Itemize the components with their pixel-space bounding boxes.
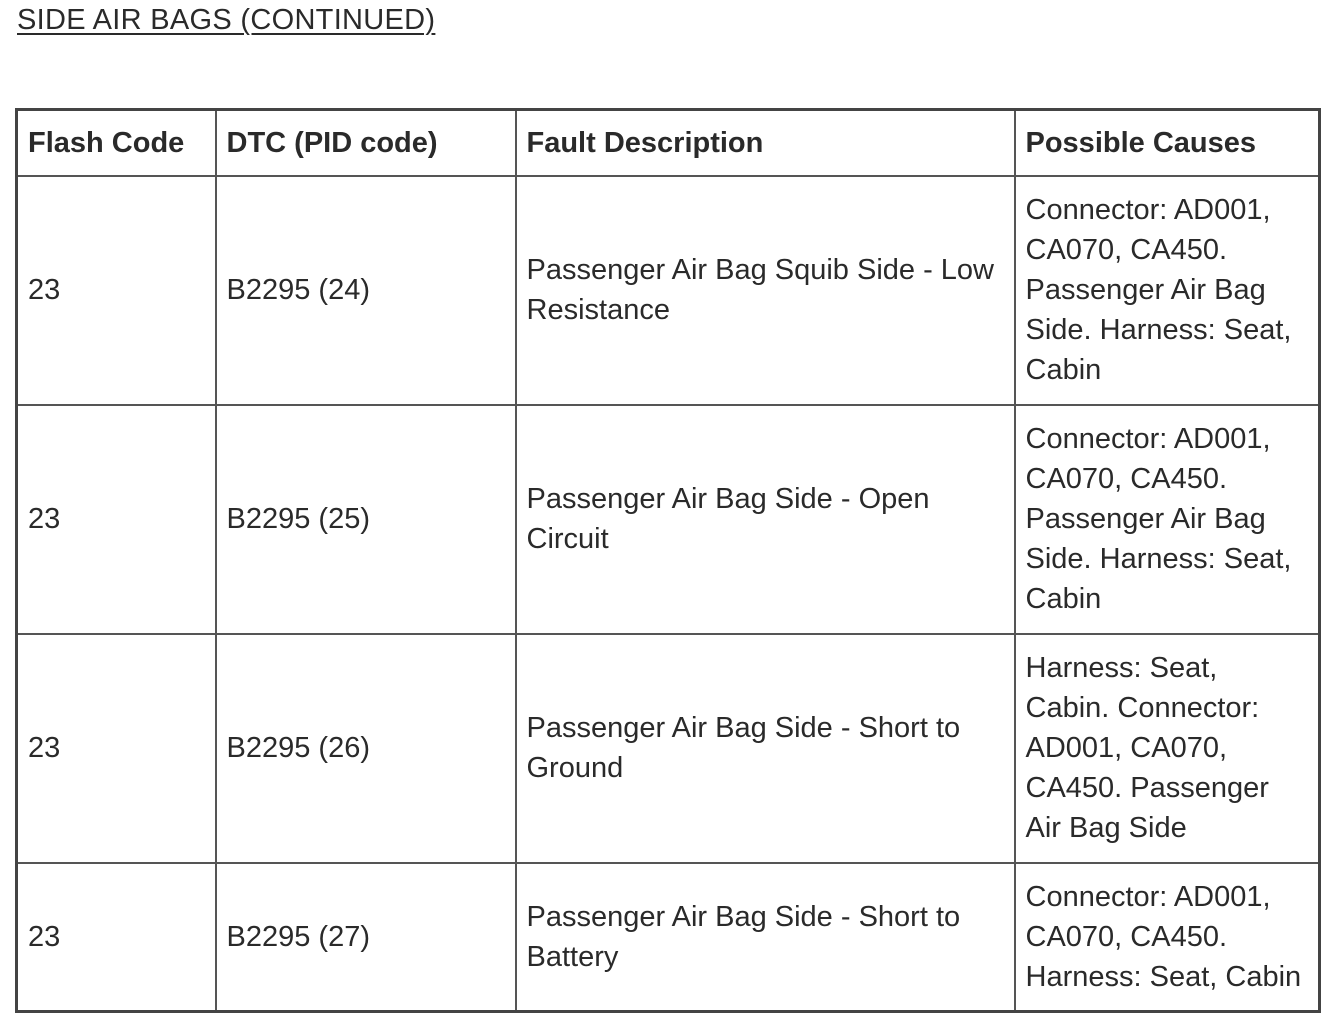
possible-causes-cell: Connector: AD001, CA070, CA450. Passenger Air Bag Side. Harness: Seat, Cabin [1015, 405, 1320, 634]
possible-causes-cell: Harness: Seat, Cabin. Connector: AD001, CA070, CA450. Passenger Air Bag Side [1015, 634, 1320, 863]
header-dtc: DTC (PID code) [216, 110, 516, 176]
dtc-cell: B2295 (26) [216, 634, 516, 863]
header-possible-causes: Possible Causes [1015, 110, 1320, 176]
dtc-cell: B2295 (27) [216, 863, 516, 1012]
dtc-cell: B2295 (25) [216, 405, 516, 634]
possible-causes-cell: Connector: AD001, CA070, CA450. Harness: Seat, Cabin [1015, 863, 1320, 1012]
table-row [17, 176, 1320, 405]
flash-code-cell: 23 [17, 176, 216, 405]
section-heading: SIDE AIR BAGS (CONTINUED) [17, 4, 436, 36]
fault-description-cell: Passenger Air Bag Side - Short to Battery [516, 863, 1015, 1012]
table-header-row [17, 110, 1320, 176]
flash-code-cell: 23 [17, 405, 216, 634]
table-row [17, 405, 1320, 634]
flash-code-cell: 23 [17, 863, 216, 1012]
flash-code-cell: 23 [17, 634, 216, 863]
table-row [17, 863, 1320, 1012]
fault-description-cell: Passenger Air Bag Side - Short to Ground [516, 634, 1015, 863]
possible-causes-cell: Connector: AD001, CA070, CA450. Passenger Air Bag Side. Harness: Seat, Cabin [1015, 176, 1320, 405]
header-fault-description: Fault Description [516, 110, 1015, 176]
fault-description-cell: Passenger Air Bag Squib Side - Low Resistance [516, 176, 1015, 405]
header-flash-code: Flash Code [17, 110, 216, 176]
fault-description-cell: Passenger Air Bag Side - Open Circuit [516, 405, 1015, 634]
dtc-table [15, 108, 1321, 1013]
table-row [17, 634, 1320, 863]
dtc-cell: B2295 (24) [216, 176, 516, 405]
